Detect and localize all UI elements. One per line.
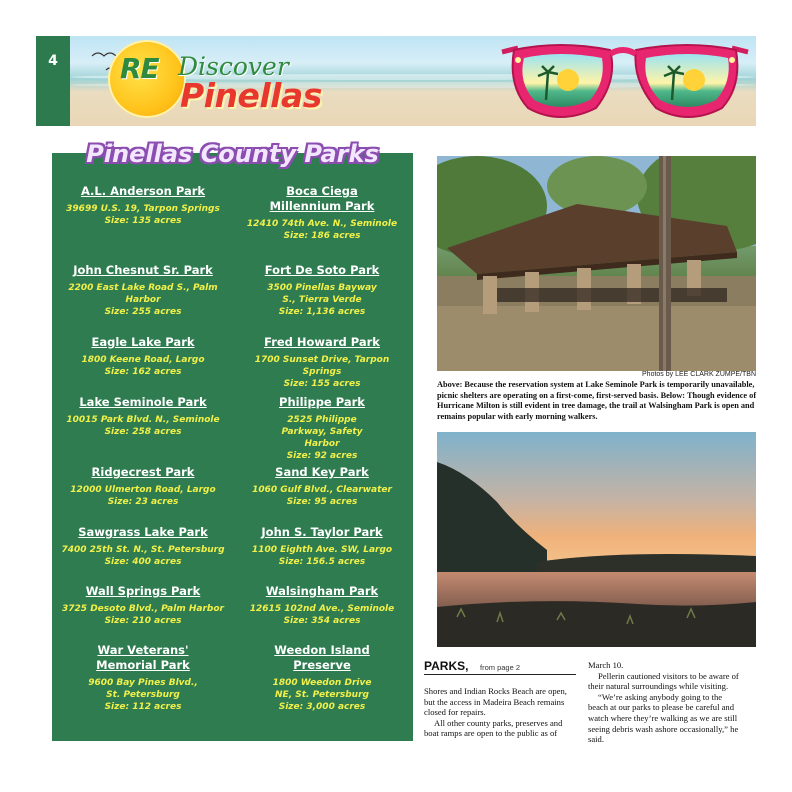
- park-entry: [58, 263, 228, 318]
- park-entry: [237, 263, 407, 318]
- park-entry: [237, 465, 407, 508]
- park-entry: [58, 184, 228, 227]
- park-size: Size: 3,000 acres: [278, 702, 366, 712]
- park-entry: [58, 335, 228, 378]
- park-name: Ridgecrest Park: [91, 465, 195, 479]
- park-address: 1060 Gulf Blvd., Clearwater: [252, 485, 392, 495]
- box-title: Pinellas County Parks: [86, 140, 379, 168]
- park-name: A.L. Anderson Park: [80, 184, 206, 198]
- park-entry: [237, 184, 407, 242]
- park-address: 10015 Park Blvd. N., Seminole: [66, 415, 220, 425]
- park-size: Size: 354 acres: [283, 616, 361, 626]
- park-entry: [58, 465, 228, 508]
- park-size: Size: 1,136 acres: [278, 307, 366, 317]
- logo-re: RE: [120, 52, 159, 85]
- park-size: Size: 92 acres: [286, 451, 358, 461]
- park-address: 12000 Ulmerton Road, Largo: [70, 485, 216, 495]
- park-name: Fred Howard Park: [264, 335, 380, 349]
- logo-discover: Discover: [178, 52, 289, 81]
- park-name: Sawgrass Lake Park: [78, 525, 208, 539]
- park-size: Size: 255 acres: [104, 307, 182, 317]
- article-headline: PARKS,: [424, 659, 469, 673]
- park-entry: [237, 395, 407, 462]
- park-address: 3725 Desoto Blvd., Palm Harbor: [62, 604, 224, 614]
- park-name: Lake Seminole Park: [79, 395, 207, 409]
- article-paragraph: March 10.: [588, 660, 624, 670]
- park-name: Wall Springs Park: [85, 584, 201, 598]
- park-size: Size: 156.5 acres: [278, 557, 366, 567]
- article-paragraph: “We’re asking anybody going to the beach at our parks to please be careful and watch where they’re walking as we are still seeing debris wash ashore occasionally,” he said.: [588, 691, 739, 745]
- park-address: 9600 Bay Pines Blvd., St. Petersburg: [88, 678, 198, 700]
- park-size: Size: 112 acres: [104, 702, 182, 712]
- park-name: War Veterans' Memorial Park: [96, 643, 190, 672]
- park-size: Size: 400 acres: [104, 557, 182, 567]
- park-size: Size: 95 acres: [286, 497, 358, 507]
- photo-credit: Photos by LEE CLARK ZUMPE/TBN: [642, 371, 756, 378]
- park-size: Size: 155 acres: [283, 379, 361, 389]
- park-address: 1700 Sunset Drive, Tarpon Springs: [254, 355, 390, 377]
- article-column-1: [424, 686, 576, 739]
- park-address: 1800 Weedon Drive NE, St. Petersburg: [272, 678, 372, 700]
- article-column-2: [588, 660, 740, 745]
- sunglasses-icon: [500, 38, 750, 126]
- park-address: 1100 Eighth Ave. SW, Largo: [251, 545, 393, 555]
- headline-rule: [424, 674, 576, 675]
- park-name: Boca Ciega Millennium Park: [269, 184, 375, 213]
- park-address: 12615 102nd Ave., Seminole: [249, 604, 395, 614]
- walsingham-park-photo: [437, 432, 756, 647]
- park-entry: [58, 525, 228, 568]
- park-entry: [58, 584, 228, 627]
- park-address: 39699 U.S. 19, Tarpon Springs: [66, 204, 220, 214]
- park-name: Sand Key Park: [275, 465, 369, 479]
- park-address: 3500 Pinellas Bayway S., Tierra Verde: [267, 283, 377, 305]
- page-number: 4: [36, 36, 70, 126]
- park-entry: [78, 643, 208, 713]
- park-size: Size: 135 acres: [104, 216, 182, 226]
- park-name: Fort De Soto Park: [264, 263, 380, 277]
- park-address: 7400 25th St. N., St. Petersburg: [61, 545, 225, 555]
- park-name: Eagle Lake Park: [91, 335, 195, 349]
- park-size: Size: 23 acres: [107, 497, 179, 507]
- park-address: 2525 Philippe Parkway, Safety Harbor: [281, 415, 363, 449]
- park-address: 12410 74th Ave. N., Seminole: [246, 219, 398, 229]
- park-name: Walsingham Park: [265, 584, 379, 598]
- park-entry: [237, 335, 407, 390]
- picnic-shelter-photo: [437, 156, 756, 371]
- park-size: Size: 186 acres: [283, 231, 361, 241]
- park-name: Weedon Island Preserve: [274, 643, 370, 672]
- park-entry: [237, 643, 407, 713]
- park-name: John S. Taylor Park: [261, 525, 383, 539]
- park-entry: [237, 525, 407, 568]
- article-paragraph: Shores and Indian Rocks Beach are open, but the access in Madeira Beach remains closed for repairs.: [424, 686, 567, 718]
- park-address: 1800 Keene Road, Largo: [81, 355, 205, 365]
- article-paragraph: All other county parks, preserves and boat ramps are open to the public as of: [424, 717, 563, 739]
- photo-caption: Above: Because the reservation system at Lake Seminole Park is temporarily unavailable, picnic shelters are operating on a first-come, first-served basis. Below: Though evidence of Hurricane Milton is still evident in tree damage, the trail at Walsingham Park is open and remains popular with early morning walkers.: [437, 380, 757, 421]
- jump-line: from page 2: [480, 663, 521, 672]
- park-entry: [237, 584, 407, 627]
- park-entry: [58, 395, 228, 438]
- park-size: Size: 162 acres: [104, 367, 182, 377]
- park-size: Size: 210 acres: [104, 616, 182, 626]
- park-name: Philippe Park: [279, 395, 365, 409]
- park-name: John Chesnut Sr. Park: [73, 263, 213, 277]
- park-size: Size: 258 acres: [104, 427, 182, 437]
- article-paragraph: Pellerin cautioned visitors to be aware of their natural surroundings while visiting.: [588, 670, 739, 692]
- logo-pinellas: Pinellas: [180, 76, 322, 115]
- park-address: 2200 East Lake Road S., Palm Harbor: [68, 283, 218, 305]
